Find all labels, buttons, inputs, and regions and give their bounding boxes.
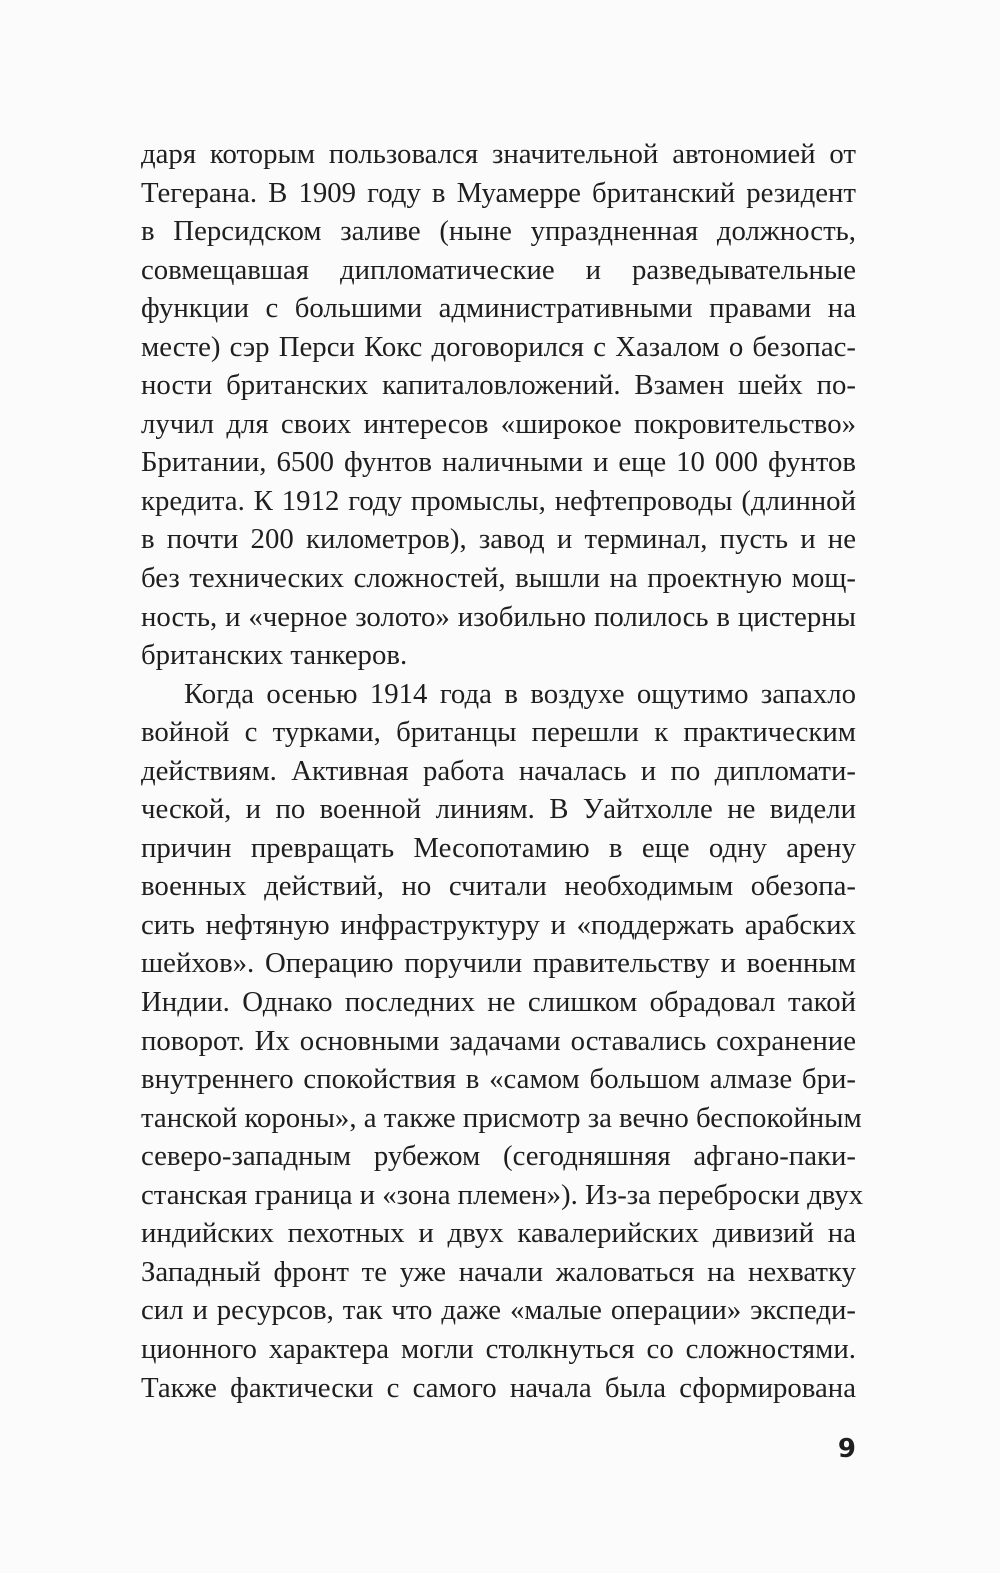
text-line: британских танкеров.: [141, 639, 408, 672]
text-line: месте) сэр Перси Кокс договорился с Хазалом о безопас-: [141, 330, 856, 363]
text-line: Тегерана. В 1909 году в Муамерре британский резидент: [141, 176, 856, 209]
text-line: в Персидском заливе (ныне упраздненная должность,: [141, 215, 856, 248]
text-line: действиям. Активная работа началась и по дипломати-: [141, 754, 856, 787]
text-line: северо-западным рубежом (сегодняшняя афгано-паки-: [141, 1140, 856, 1173]
text-line: внутреннего спокойствия в «самом большом алмазе бри-: [141, 1063, 856, 1096]
text-line: ность, и «черное золото» изобильно полилось в цистерны: [141, 600, 856, 633]
text-line: ческой, и по военной линиям. В Уайтхолле не видели: [141, 793, 856, 826]
text-line: войной с турками, британцы перешли к практическим: [141, 716, 856, 749]
text-line: Британии, 6500 фунтов наличными и еще 10 000 фунтов: [141, 446, 856, 479]
text-line: поворот. Их основными задачами оставались сохранение: [141, 1024, 856, 1057]
text-line: ционного характера могли столкнуться со сложностями.: [141, 1332, 856, 1365]
body-text: [141, 135, 864, 1407]
page-number: 9: [837, 1434, 856, 1464]
text-line: в почти 200 километров), завод и терминал, пусть и не: [141, 523, 856, 556]
text-line: лучил для своих интересов «широкое покровительство»: [141, 407, 856, 440]
text-line: причин превращать Месопотамию в еще одну арену: [141, 831, 856, 864]
text-line: Также фактически с самого начала была сформирована: [141, 1371, 856, 1404]
paragraph-2: [141, 675, 864, 1407]
text-line: сил и ресурсов, так что даже «малые операции» экспеди-: [141, 1294, 856, 1327]
text-line: ности британских капиталовложений. Взамен шейх по-: [141, 369, 856, 402]
text-line: даря которым пользовался значительной автономией от: [141, 138, 856, 170]
text-line: функции с большими административными правами на: [141, 292, 856, 325]
text-line: без технических сложностей, вышли на проектную мощ-: [141, 562, 856, 595]
text-line: танской короны», а также присмотр за вечно беспокойным: [141, 1101, 862, 1134]
text-line: совмещавшая дипломатические и разведывательные: [141, 253, 856, 286]
text-line: сить нефтяную инфраструктуру и «поддержать арабских: [141, 908, 856, 941]
text-line: станская граница и «зона племен»). Из-за переброски двух: [141, 1178, 864, 1211]
text-line: военных действий, но считали необходимым обезопа-: [141, 870, 856, 903]
text-line: шейхов». Операцию поручили правительству и военным: [141, 947, 856, 980]
text-line: индийских пехотных и двух кавалерийских дивизий на: [141, 1217, 856, 1250]
text-line: кредита. К 1912 году промыслы, нефтепроводы (длинной: [141, 484, 856, 517]
text-line: Индии. Однако последних не слишком обрадовал такой: [141, 986, 856, 1019]
text-line: Когда осенью 1914 года в воздухе ощутимо запахло: [184, 677, 856, 710]
paragraph-1: [141, 135, 856, 675]
text-line: Западный фронт те уже начали жаловаться на нехватку: [141, 1255, 856, 1288]
